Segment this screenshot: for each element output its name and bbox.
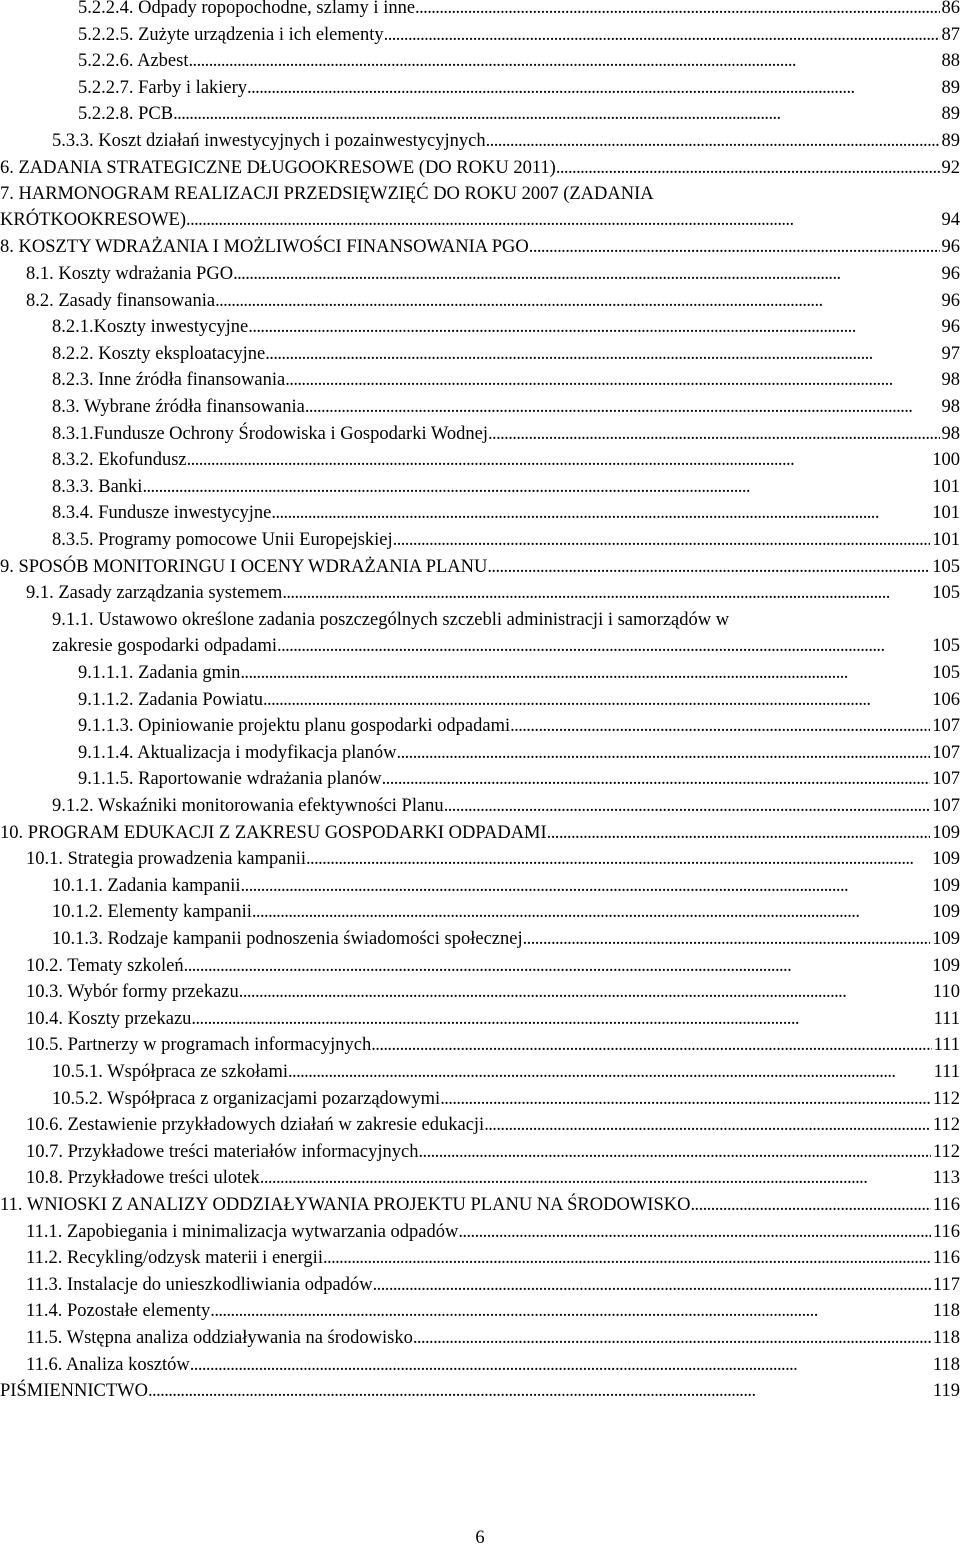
toc-entry-title: 10.7. Przykładowe treści materiałów informacyjnych xyxy=(26,1141,419,1162)
toc-entry-title: 8. KOSZTY WDRAŻANIA I MOŻLIWOŚCI FINANSOWANIA PGO xyxy=(0,237,529,258)
toc-entry-title: 10.8. Przykładowe treści ulotek xyxy=(26,1168,260,1189)
toc-entry-title: 9.1.1.4. Aktualizacja i modyfikacja planów xyxy=(78,742,397,763)
toc-entry-title: 8.2. Zasady finansowania xyxy=(26,290,216,311)
toc-entry[interactable] xyxy=(26,1325,960,1351)
dot-leader xyxy=(252,899,930,925)
toc-entry-title: 5.2.2.7. Farby i lakiery xyxy=(78,77,248,98)
toc-page-number: 92 xyxy=(941,157,960,178)
toc-page-number: 116 xyxy=(932,1195,960,1215)
toc-entry-line xyxy=(78,101,960,127)
toc-entry[interactable] xyxy=(52,367,960,393)
toc-entry[interactable] xyxy=(52,527,960,553)
toc-entry-title: 10.5.2. Współpraca z organizacjami pozarządowymi xyxy=(52,1088,441,1109)
toc-entry-title: 5.3.3. Koszt działań inwestycyjnych i pozainwestycyjnych xyxy=(52,131,486,151)
toc-page-number: 109 xyxy=(932,849,960,870)
toc-entry-line xyxy=(78,660,960,686)
toc-entry-title: 10.1.1. Zadania kampanii xyxy=(52,875,241,896)
toc-entry[interactable] xyxy=(52,607,960,659)
toc-entry-line xyxy=(52,926,960,952)
toc-page-number: 112 xyxy=(932,1088,960,1109)
toc-entry-line xyxy=(52,474,960,500)
toc-entry-title: 8.1. Koszty wdrażania PGO xyxy=(26,264,234,284)
toc-page-number: 96 xyxy=(941,264,960,284)
toc-entry[interactable] xyxy=(0,554,960,580)
toc-entry-title: 11.3. Instalacje do unieszkodliwiania odpadów xyxy=(26,1274,373,1295)
dot-leader xyxy=(215,288,939,314)
toc-entry-title: 9.1. Zasady zarządzania systemem xyxy=(26,583,283,604)
toc-entry[interactable] xyxy=(26,261,960,287)
toc-entry[interactable] xyxy=(26,1006,960,1032)
dot-leader xyxy=(547,820,931,846)
toc-entry-line xyxy=(52,447,960,473)
toc-entry-line xyxy=(26,1165,960,1191)
toc-entry[interactable] xyxy=(0,155,960,181)
toc-page-number: 89 xyxy=(941,131,960,151)
toc-entry[interactable] xyxy=(52,926,960,952)
toc-entry-line xyxy=(0,1378,960,1404)
toc-entry-line xyxy=(0,234,960,260)
toc-entry-title: 10.1.3. Rodzaje kampanii podnoszenia świadomości społecznej xyxy=(52,929,523,949)
dot-leader xyxy=(440,1086,931,1112)
toc-entry-title: 8.3.4. Fundusze inwestycyjne xyxy=(52,503,272,524)
toc-page-number: 118 xyxy=(932,1328,960,1348)
toc-page-number: 107 xyxy=(932,716,960,737)
toc-page-number: 116 xyxy=(932,1248,960,1269)
dot-leader xyxy=(487,554,930,580)
toc-entry-title: 9.1.1.2. Zadania Powiatu xyxy=(78,689,263,710)
toc-entry-line xyxy=(26,1272,960,1298)
dot-leader xyxy=(190,1352,931,1378)
toc-page-number: 109 xyxy=(932,929,960,949)
toc-entry[interactable] xyxy=(26,979,960,1005)
toc-page-number: 111 xyxy=(933,1035,960,1056)
toc-entry-title: 10.5.1. Współpraca ze szkołami xyxy=(52,1062,288,1082)
toc-page-number: 105 xyxy=(932,635,960,656)
toc-entry[interactable] xyxy=(26,953,960,979)
toc-entry-line xyxy=(78,48,960,74)
dot-leader xyxy=(444,793,931,819)
toc-entry-title: 8.3.3. Banki xyxy=(52,476,143,497)
toc-entry-title: 9.1.2. Wskaźniki monitorowania efektywności Planu xyxy=(52,796,444,816)
toc-entry[interactable] xyxy=(52,447,960,473)
toc-page-number: 88 xyxy=(941,51,960,72)
toc-entry[interactable] xyxy=(52,873,960,899)
toc-entry[interactable] xyxy=(78,740,960,766)
dot-leader xyxy=(188,48,939,74)
toc-page-number: 96 xyxy=(941,317,960,338)
dot-leader xyxy=(265,341,939,367)
toc-entry[interactable] xyxy=(78,101,960,127)
toc-page-number: 119 xyxy=(932,1381,960,1402)
toc-entry-title: 5.2.2.6. Azbest xyxy=(78,51,189,72)
toc-entry-title: 5.2.2.5. Zużyte urządzenia i ich elementy xyxy=(78,24,384,45)
toc-entry[interactable] xyxy=(52,341,960,367)
toc-page-number: 101 xyxy=(932,503,960,524)
toc-entry[interactable] xyxy=(0,234,960,260)
toc-entry[interactable] xyxy=(52,128,960,154)
toc-entry-line xyxy=(26,1352,960,1378)
toc-entry-line xyxy=(26,580,960,606)
toc-entry-line xyxy=(52,367,960,393)
toc-page-number: 117 xyxy=(932,1274,960,1295)
dot-leader xyxy=(305,394,940,420)
toc-entry[interactable] xyxy=(52,899,960,925)
toc-entry-title: 8.2.1.Koszty inwestycyjne xyxy=(52,317,249,338)
toc-entry-title-continued: KRÓTKOOKRESOWE) xyxy=(0,210,187,231)
toc-page-number: 111 xyxy=(933,1008,960,1029)
dot-leader xyxy=(239,979,931,1005)
toc-entry-title: 9.1.1.3. Opiniowanie projektu planu gospodarki odpadami xyxy=(78,716,511,737)
toc-page-number: 112 xyxy=(932,1115,960,1136)
toc-entry-title: 8.2.3. Inne źródła finansowania xyxy=(52,370,286,391)
toc-entry-line xyxy=(52,421,960,447)
dot-leader xyxy=(282,580,930,606)
toc-entry[interactable] xyxy=(0,1378,960,1404)
toc-entry[interactable] xyxy=(78,0,960,21)
toc-entry-title: 10.4. Koszty przekazu xyxy=(26,1008,192,1029)
toc-entry-title: 10.2. Tematy szkoleń xyxy=(26,955,184,976)
toc-entry-line xyxy=(26,1325,960,1351)
toc-entry-line xyxy=(78,766,960,792)
toc-entry-title: 11.4. Pozostałe elementy xyxy=(26,1301,211,1322)
toc-page-number: 89 xyxy=(941,77,960,98)
dot-leader xyxy=(458,1219,931,1245)
toc-page-number: 110 xyxy=(932,982,960,1003)
toc-entry-line xyxy=(52,793,960,819)
toc-entry-line xyxy=(78,687,960,713)
dot-leader xyxy=(484,1112,931,1138)
toc-page-number: 118 xyxy=(932,1301,960,1322)
toc-entry-line xyxy=(26,846,960,872)
toc-entry-line xyxy=(0,155,960,181)
toc-entry-title: 9. SPOSÓB MONITORINGU I OCENY WDRAŻANIA PLANU xyxy=(0,556,488,577)
dot-leader xyxy=(323,1245,931,1271)
toc-entry-line xyxy=(52,527,960,553)
toc-entry[interactable] xyxy=(26,846,960,872)
dot-leader xyxy=(690,1192,930,1218)
dot-leader xyxy=(523,926,931,952)
toc-entry-title: 10.1. Strategia prowadzenia kampanii xyxy=(26,849,306,870)
toc-entry-line xyxy=(78,713,960,739)
toc-page-number: 105 xyxy=(932,556,960,577)
toc-entry[interactable] xyxy=(26,288,960,314)
toc-page-number: 87 xyxy=(941,24,960,45)
toc-page-number: 98 xyxy=(941,397,960,417)
toc-page-number: 97 xyxy=(941,343,960,364)
toc-entry-title: 9.1.1. Ustawowo określone zadania poszczególnych szczebli administracji i samorządów w xyxy=(52,609,730,630)
dot-leader xyxy=(306,846,930,872)
toc-entry-line xyxy=(0,820,960,846)
dot-leader xyxy=(233,261,939,287)
toc-entry-line xyxy=(78,75,960,101)
dot-leader xyxy=(285,367,939,393)
toc-entry-line xyxy=(52,633,960,659)
toc-entry-line xyxy=(52,314,960,340)
toc-page-number: 86 xyxy=(941,0,960,18)
toc-page-number: 89 xyxy=(941,104,960,125)
toc-entry[interactable] xyxy=(26,1139,960,1165)
toc-entry[interactable] xyxy=(0,1192,960,1218)
toc-entry[interactable] xyxy=(52,500,960,526)
dot-leader xyxy=(191,1006,931,1032)
dot-leader xyxy=(556,155,940,181)
toc-entry-line xyxy=(26,1219,960,1245)
toc-page-number: 118 xyxy=(932,1354,960,1375)
toc-page-number: 109 xyxy=(932,955,960,976)
dot-leader xyxy=(271,500,930,526)
toc-page-number: 112 xyxy=(932,1141,960,1162)
toc-entry[interactable] xyxy=(26,580,960,606)
toc-page-number: 96 xyxy=(941,237,960,258)
toc-entry-line xyxy=(78,22,960,48)
toc-page-number: 98 xyxy=(941,370,960,391)
dot-leader xyxy=(241,873,931,899)
dot-leader xyxy=(247,75,939,101)
dot-leader xyxy=(260,1165,931,1191)
toc-entry-title: 5.2.2.8. PCB xyxy=(78,104,174,125)
toc-entry-title: 11.5. Wstępna analiza oddziaływania na środowisko xyxy=(26,1328,413,1348)
dot-leader xyxy=(210,1298,931,1324)
toc-entry-line xyxy=(52,128,960,154)
toc-page-number: 96 xyxy=(941,290,960,311)
dot-leader xyxy=(413,1325,931,1351)
toc-page-number: 111 xyxy=(933,1062,960,1082)
toc-entry[interactable] xyxy=(52,314,960,340)
toc-entry-title: 8.3. Wybrane źródła finansowania xyxy=(52,397,305,417)
toc-page-number: 107 xyxy=(932,796,960,816)
toc-entry[interactable] xyxy=(52,793,960,819)
dot-leader xyxy=(288,1059,932,1085)
dot-leader xyxy=(277,633,930,659)
toc-entry[interactable] xyxy=(78,713,960,739)
toc-entry-title: 10. PROGRAM EDUKACJI Z ZAKRESU GOSPODARKI ODPADAMI xyxy=(0,822,547,843)
toc-entry[interactable] xyxy=(78,22,960,48)
toc-entry-line xyxy=(52,1059,960,1085)
toc-page-number: 101 xyxy=(932,476,960,497)
toc-page-number: 107 xyxy=(932,742,960,763)
toc-entry-line xyxy=(52,1086,960,1112)
toc-entry-line xyxy=(78,0,960,21)
toc-page-number: 116 xyxy=(932,1221,960,1242)
toc-entry[interactable] xyxy=(26,1272,960,1298)
toc-page-number: 109 xyxy=(932,875,960,896)
toc-entry-line xyxy=(26,1032,960,1058)
toc-entry-title: 9.1.1.1. Zadania gmin xyxy=(78,663,241,683)
dot-leader xyxy=(248,314,939,340)
dot-leader xyxy=(173,101,939,127)
toc-entry-line xyxy=(52,394,960,420)
toc-entry-line xyxy=(26,261,960,287)
toc-entry-title: 8.3.2. Ekofundusz xyxy=(52,450,187,471)
dot-leader xyxy=(397,740,931,766)
toc-entry-line xyxy=(78,740,960,766)
dot-leader xyxy=(186,207,939,233)
toc-page-number: 94 xyxy=(941,210,960,231)
toc-entry-line xyxy=(52,899,960,925)
toc-entry-title: 8.3.5. Programy pomocowe Unii Europejskiej xyxy=(52,530,393,550)
dot-leader xyxy=(371,1032,931,1058)
dot-leader xyxy=(418,1139,930,1165)
dot-leader xyxy=(373,1272,931,1298)
toc-entry[interactable] xyxy=(78,48,960,74)
toc-entry[interactable] xyxy=(52,474,960,500)
toc-entry[interactable] xyxy=(26,1032,960,1058)
toc-entry-line xyxy=(26,1298,960,1324)
toc-entry-title: 10.1.2. Elementy kampanii xyxy=(52,902,252,923)
toc-entry-title: 10.5. Partnerzy w programach informacyjnych xyxy=(26,1035,372,1056)
dot-leader xyxy=(148,1378,931,1404)
toc-entry-title: 7. HARMONOGRAM REALIZACJI PRZEDSIĘWZIĘĆ DO ROKU 2007 (ZADANIA xyxy=(0,184,654,205)
toc-entry-line xyxy=(0,207,960,233)
dot-leader xyxy=(488,421,940,447)
toc-entry-line xyxy=(26,1245,960,1271)
toc-page-number: 100 xyxy=(932,450,960,471)
toc-entry-line xyxy=(52,341,960,367)
toc-entry-title-continued: zakresie gospodarki odpadami xyxy=(52,635,278,656)
toc-entry[interactable] xyxy=(26,1112,960,1138)
toc-entry[interactable] xyxy=(26,1352,960,1378)
toc-entry-title: 6. ZADANIA STRATEGICZNE DŁUGOOKRESOWE (DO ROKU 2011) xyxy=(0,157,556,178)
page-number: 6 xyxy=(475,1528,485,1548)
toc-entry-title: 11.6. Analiza kosztów xyxy=(26,1354,190,1375)
toc-entry-title: 11.2. Recykling/odzysk materii i energii xyxy=(26,1248,323,1269)
toc-entry-line xyxy=(26,1006,960,1032)
toc-entry[interactable] xyxy=(52,1059,960,1085)
toc-entry-line xyxy=(52,873,960,899)
toc-entry-line xyxy=(0,554,960,580)
toc-page-number: 113 xyxy=(932,1168,960,1189)
toc-entry[interactable] xyxy=(52,1086,960,1112)
toc-entry-line xyxy=(26,1112,960,1138)
dot-leader xyxy=(384,22,940,48)
toc-page-number: 105 xyxy=(932,583,960,604)
toc-entry[interactable] xyxy=(78,660,960,686)
dot-leader xyxy=(510,713,930,739)
toc-entry[interactable] xyxy=(52,421,960,447)
dot-leader xyxy=(393,527,931,553)
toc-entry-line xyxy=(26,953,960,979)
toc-entry[interactable] xyxy=(52,394,960,420)
toc-entry-title: 10.3. Wybór formy przekazu xyxy=(26,982,239,1003)
toc-page-number: 105 xyxy=(932,663,960,683)
toc-entry-title: PIŚMIENNICTWO xyxy=(0,1381,148,1402)
toc-entry-line xyxy=(26,979,960,1005)
toc-entry-title: 10.6. Zestawienie przykładowych działań w zakresie edukacji xyxy=(26,1115,485,1136)
toc-entry-line xyxy=(0,1192,960,1218)
toc-page-number: 101 xyxy=(932,530,960,550)
dot-leader xyxy=(529,234,940,260)
toc-page-number: 109 xyxy=(932,902,960,923)
dot-leader xyxy=(240,660,930,686)
dot-leader xyxy=(415,0,939,21)
toc-entry-title: 11. WNIOSKI Z ANALIZY ODDZIAŁYWANIA PROJEKTU PLANU NA ŚRODOWISKO xyxy=(0,1195,691,1215)
dot-leader xyxy=(187,447,931,473)
toc-entry-line xyxy=(52,500,960,526)
dot-leader xyxy=(486,128,940,154)
toc-entry-title: 9.1.1.5. Raportowanie wdrażania planów xyxy=(78,769,382,790)
toc-entry[interactable] xyxy=(26,1298,960,1324)
toc-entry-line xyxy=(26,1139,960,1165)
dot-leader xyxy=(263,687,930,713)
toc-entry-title: 8.3.1.Fundusze Ochrony Środowiska i Gospodarki Wodnej xyxy=(52,423,488,444)
toc-page-number: 107 xyxy=(932,769,960,790)
toc-entry[interactable] xyxy=(26,1165,960,1191)
dot-leader xyxy=(142,474,930,500)
dot-leader xyxy=(382,766,931,792)
toc-entry-title: 5.2.2.4. Odpady ropopochodne, szlamy i inne xyxy=(78,0,416,18)
toc-entry[interactable] xyxy=(78,687,960,713)
toc-entry[interactable] xyxy=(78,766,960,792)
toc-entry[interactable] xyxy=(26,1245,960,1271)
toc-entry-title: 8.2.2. Koszty eksploatacyjne xyxy=(52,343,266,364)
toc-entry[interactable] xyxy=(78,75,960,101)
toc-entry-title: 11.1. Zapobiegania i minimalizacja wytwarzania odpadów xyxy=(26,1221,459,1242)
toc-entry[interactable] xyxy=(26,1219,960,1245)
toc-entry[interactable] xyxy=(0,820,960,846)
toc-entry-line xyxy=(26,288,960,314)
toc-page-number: 109 xyxy=(932,822,960,843)
dot-leader xyxy=(184,953,931,979)
toc-entry[interactable] xyxy=(0,181,960,233)
toc-page-number: 98 xyxy=(941,423,960,444)
toc-page-number: 106 xyxy=(932,689,960,710)
